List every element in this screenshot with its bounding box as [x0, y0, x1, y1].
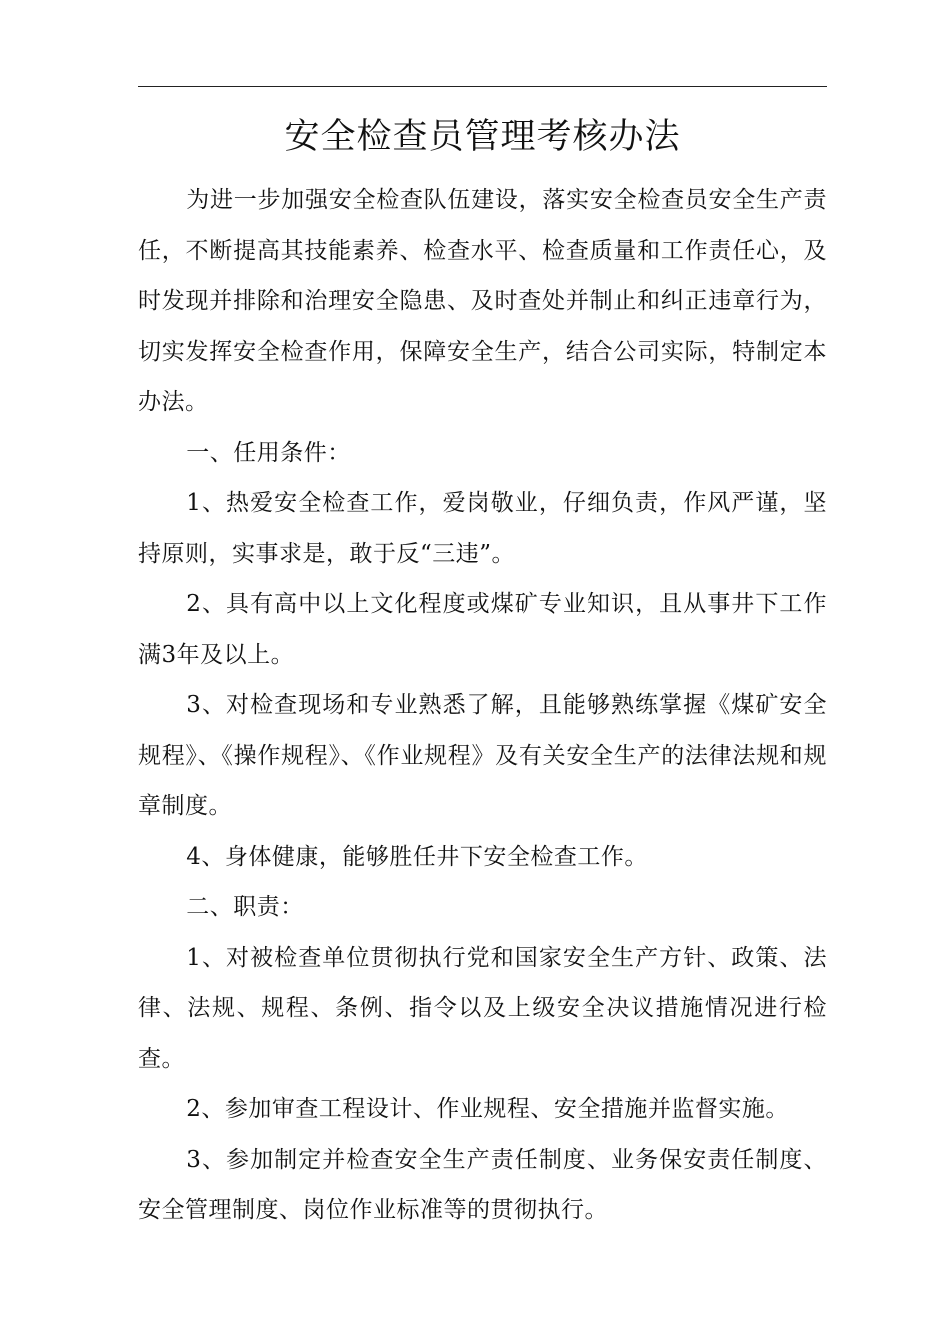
header-rule	[138, 86, 827, 87]
duties-item-2: 2、参加审查工程设计、作业规程、安全措施并监督实施。	[186, 1096, 789, 1122]
intro-paragraph: 为进一步加强安全检查队伍建设，落实安全检查员安全生产责任，不断提高其技能素养、检查水平、检查质量和工作责任心，及时发现并排除和治理安全隐患、及时查处并制止和纠正违章行为，切实发挥安全检查作用，保障安全生产，结合公司实际，特制定本办法。	[138, 187, 827, 415]
document-body	[138, 175, 827, 1236]
appointment-item-1: 1、热爱安全检查工作，爱岗敬业，仔细负责，作风严谨，坚持原则，实事求是，敢于反“三违”。	[138, 490, 827, 567]
appointment-item-2: 2、具有高中以上文化程度或煤矿专业知识，且从事井下工作满3年及以上。	[138, 591, 827, 668]
duties-item-1: 1、对被检查单位贯彻执行党和国家安全生产方针、政策、法律、法规、规程、条例、指令以及上级安全决议措施情况进行检查。	[138, 944, 827, 1072]
section-heading-appointment: 一、任用条件：	[186, 439, 351, 466]
document-title: 安全检查员管理考核办法	[284, 117, 681, 157]
section-heading-duties: 二、职责：	[186, 894, 304, 920]
duties-item-3: 3、参加制定并检查安全生产责任制度、业务保安责任制度、安全管理制度、岗位作业标准等的贯彻执行。	[138, 1146, 827, 1223]
appointment-item-4: 4、身体健康，能够胜任井下安全检查工作。	[186, 843, 648, 870]
appointment-item-3: 3、对检查现场和专业熟悉了解，且能够熟练掌握《煤矿安全规程》、《操作规程》、《作业规程》及有关安全生产的法律法规和规章制度。	[138, 692, 827, 819]
